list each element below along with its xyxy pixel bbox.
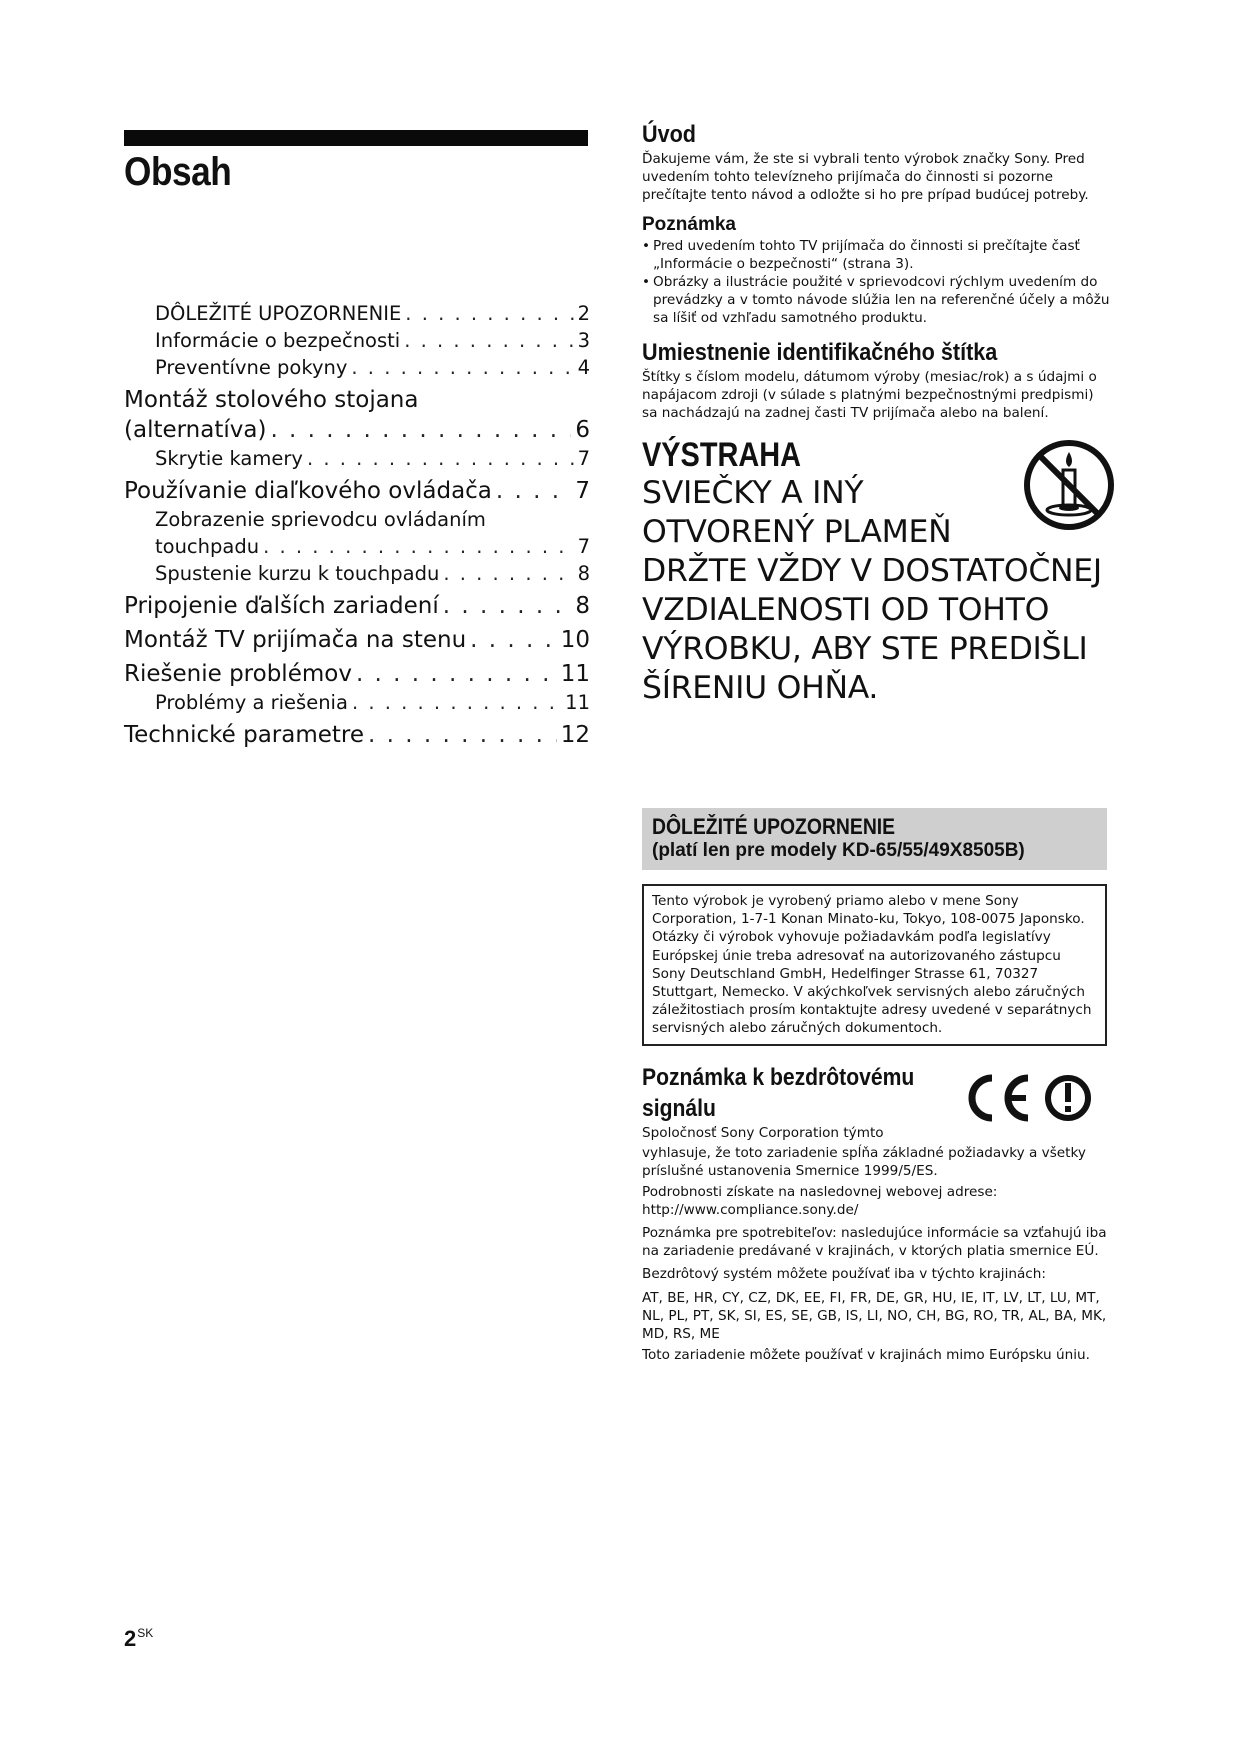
countries-list: AT, BE, HR, CY, CZ, DK, EE, FI, FR, DE, GR, HU, IE, IT, LV, LT, LU, MT, NL, PL, PT, SK, SI, ES, SE, GB, IS, LI, NO, CH, BG, RO, TR, AL, BA, MK, MD, RS, ME <box>642 1289 1107 1343</box>
toc-entry-title: DÔLEŽITÉ UPOZORNENIE <box>155 302 402 325</box>
toc-entry-title: Informácie o bezpečnosti <box>155 329 401 352</box>
toc-entry-title: Pripojenie ďalších zariadení <box>124 593 439 619</box>
toc-leader-dots <box>443 560 573 587</box>
notice-header <box>642 808 1107 870</box>
toc-list <box>124 300 590 750</box>
compliance-url[interactable]: http://www.compliance.sony.de/ <box>642 1201 859 1218</box>
toc-entry[interactable] <box>124 689 590 716</box>
toc-entry-page: 11 <box>560 661 590 687</box>
toc-entry[interactable] <box>124 415 590 445</box>
wireless-details: Podrobnosti získate na nasledovnej webovej adrese: <box>642 1183 998 1200</box>
toc-entry-title: touchpadu <box>155 535 260 558</box>
toc-entry[interactable] <box>124 327 590 354</box>
toc-entry-page: 8 <box>575 593 590 619</box>
intro-text: Ďakujeme vám, že ste si vybrali tento výrobok značky Sony. Pred uvedením tohto televízneho prijímača do činnosti si pozorne prečítajte tento návod a odložte si ho pre prípad budúcej potreby. <box>642 151 1089 204</box>
toc-entry-page: 7 <box>575 478 590 504</box>
wireless-section <box>642 1062 1114 1366</box>
right-column <box>642 120 1112 708</box>
note-list <box>642 237 1112 328</box>
toc-entry[interactable] <box>124 476 590 506</box>
toc-entry-page: 7 <box>577 535 590 558</box>
note-item: • Pred uvedením tohto TV prijímača do činnosti si prečítajte časť „Informácie o bezpečnosti“ (strana 3). <box>642 237 1112 273</box>
toc-leader-dots <box>405 300 573 327</box>
warning-line: VÝROBKU, ABY STE PREDIŠLI <box>642 631 1088 668</box>
toc-entry-title-line <box>124 385 590 415</box>
toc-entry-page: 3 <box>577 329 590 352</box>
toc-entry-title: Skrytie kamery <box>155 447 303 470</box>
toc-leader-dots <box>270 415 571 445</box>
toc-entry[interactable] <box>124 659 590 689</box>
toc-leader-dots <box>307 445 574 472</box>
toc-entry[interactable] <box>124 560 590 587</box>
page-number <box>124 1626 153 1652</box>
toc-entry-title: Problémy a riešenia <box>155 691 348 714</box>
warning-line: SVIEČKY A INÝ <box>642 475 864 512</box>
wireless-declaration-line1: Spoločnosť Sony Corporation týmto <box>642 1125 884 1141</box>
alert-circle-icon <box>1048 1078 1088 1118</box>
toc-entry-title-line <box>124 506 590 533</box>
toc-leader-dots <box>404 327 573 354</box>
toc-entry-page: 6 <box>575 417 590 443</box>
toc-entry[interactable] <box>124 300 590 327</box>
toc-entry[interactable] <box>124 533 590 560</box>
consumer-note: Poznámka pre spotrebiteľov: nasledujúce informácie sa vzťahujú iba na zariadenie predávané v krajinách, v ktorých platia smernice EÚ. <box>642 1225 1107 1260</box>
wireless-title-line: Poznámka k bezdrôtovému <box>642 1064 915 1091</box>
outside-eu-note: Toto zariadenie môžete používať v krajinách mimo Európsku úniu. <box>642 1347 1090 1364</box>
notice-box: Tento výrobok je vyrobený priamo alebo v mene Sony Corporation, 1-7-1 Konan Minato-ku, Tokyo, 108-0075 Japonsko. Otázky či výrobok vyhovuje požiadavkám podľa legislatívy Európskej únie treba adresovať na autorizovaného zástupcu Sony Deutschland GmbH, Hedelfinger Strasse 61, 70327 Stuttgart, Nemecko. V akýchkoľvek servisných alebo záručných záležitostiach prosím kontaktujte adresy uvedené v separátnych servisných alebo záručných dokumentoch. <box>642 884 1107 1046</box>
warning-line: OTVORENÝ PLAMEŇ <box>642 514 952 551</box>
toc-entry-page: 12 <box>560 722 590 748</box>
toc-leader-dots <box>351 354 573 381</box>
toc-entry-title: Zobrazenie sprievodcu ovládaním <box>155 508 486 531</box>
label-heading: Umiestnenie identifikačného štítka <box>642 338 998 366</box>
toc-entry-title: (alternatíva) <box>124 417 267 443</box>
wireless-title-line: signálu <box>642 1095 716 1122</box>
note-heading: Poznámka <box>642 213 736 235</box>
ce-mark-icon <box>958 1070 1093 1126</box>
toc-entry-page: 7 <box>577 447 590 470</box>
wireless-declaration: vyhlasuje, že toto zariadenie spĺňa základné požiadavky a všetky príslušné ustanovenia Smernice 1999/5/ES. <box>642 1145 1086 1180</box>
toc-entry-title: Montáž TV prijímača na stenu <box>124 627 467 653</box>
toc-entry-page: 4 <box>577 356 590 379</box>
page-number-value: 2 <box>124 1626 137 1651</box>
toc-title: Obsah <box>124 150 232 194</box>
toc-leader-dots <box>443 591 572 621</box>
warning-block <box>642 436 1112 708</box>
note-item: • Obrázky a ilustrácie použité v sprievodcovi rýchlym uvedením do prevádzky a v tomto návode slúžia len na referenčné účely a môžu sa líšiť od vzhľadu samotného produktu. <box>642 273 1112 328</box>
toc-entry-page: 11 <box>565 691 590 714</box>
toc-entry-title: Používanie diaľkového ovládača <box>124 478 492 504</box>
toc-leader-dots <box>470 625 557 655</box>
warning-line: DRŽTE VŽDY V DOSTATOČNEJ <box>642 553 1102 590</box>
no-candle-icon <box>1022 438 1116 532</box>
notice-subtitle: (platí len pre modely KD-65/55/49X8505B) <box>652 840 1025 861</box>
toc-leader-dots <box>263 533 573 560</box>
toc-leader-dots <box>356 659 557 689</box>
page-lang: SK <box>137 1626 154 1640</box>
toc-leader-dots <box>368 720 557 750</box>
toc-title-bar <box>124 130 588 146</box>
toc-entry-title: Technické parametre <box>124 722 365 748</box>
toc-entry-page: 8 <box>577 562 590 585</box>
toc-entry[interactable] <box>124 720 590 750</box>
toc-leader-dots <box>352 689 561 716</box>
toc-leader-dots <box>496 476 571 506</box>
toc-entry-title: Spustenie kurzu k touchpadu <box>155 562 440 585</box>
toc-entry-title: Riešenie problémov <box>124 661 352 687</box>
countries-intro: Bezdrôtový systém môžete používať iba v týchto krajinách: <box>642 1266 1046 1283</box>
toc-entry[interactable] <box>124 591 590 621</box>
toc-entry[interactable] <box>124 445 590 472</box>
label-text: Štítky s číslom modelu, dátumom výroby (mesiac/rok) a s údajmi o napájacom zdroji (v súlade s platnými bezpečnostnými predpismi) sa nachádzajú na zadnej časti TV prijímača alebo na balení. <box>642 368 1097 422</box>
toc-entry-title: Preventívne pokyny <box>155 356 348 379</box>
toc-entry-page: 10 <box>560 627 590 653</box>
toc-entry[interactable] <box>124 354 590 381</box>
notice-title: DÔLEŽITÉ UPOZORNENIE <box>652 814 896 839</box>
warning-title: VÝSTRAHA <box>642 436 801 475</box>
toc-entry-page: 2 <box>577 302 590 325</box>
toc-entry[interactable] <box>124 625 590 655</box>
warning-line: ŠÍRENIU OHŇA. <box>642 670 879 707</box>
intro-heading: Úvod <box>642 121 696 148</box>
toc-entry-title: Montáž stolového stojana <box>124 387 419 413</box>
warning-line: VZDIALENOSTI OD TOHTO <box>642 592 1050 629</box>
